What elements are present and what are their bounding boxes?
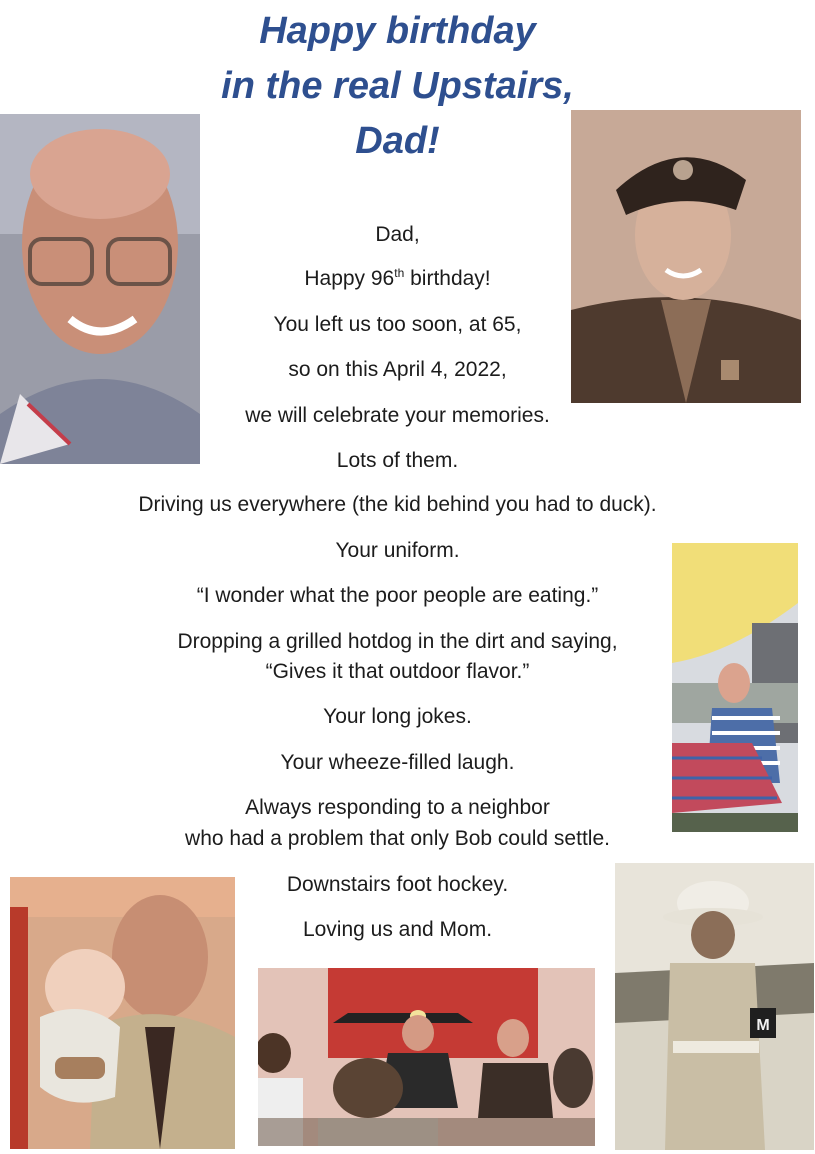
lots-line: Lots of them. [336, 449, 459, 472]
hockey-line: Downstairs foot hockey. [286, 873, 509, 896]
birthday-ordinal: th [394, 266, 405, 280]
title-line-1: Happy birthday [259, 10, 536, 52]
svg-text:M: M [756, 1017, 770, 1034]
neighbor-line-1: Always responding to a neighbor [245, 796, 550, 819]
mp-soldier-photo [615, 863, 814, 1150]
birthday-line [0, 265, 795, 292]
hotdog-line-1: Dropping a grilled hotdog in the dirt and saying, [177, 630, 618, 653]
birthday-line-pre: Happy 96 [304, 267, 395, 290]
driving-line: Driving us everywhere (the kid behind you had to duck). [138, 493, 657, 516]
hotdog-line-2: “Gives it that outdoor flavor.” [265, 660, 530, 683]
this-day-line: so on this April 4, 2022, [288, 358, 507, 381]
card-game-photo [258, 968, 595, 1146]
birthday-line-post: birthday! [404, 267, 491, 290]
uniform-line: Your uniform. [335, 539, 460, 562]
title-line-3: Dad! [355, 120, 440, 162]
loving-line: Loving us and Mom. [302, 918, 493, 941]
laugh-line: Your wheeze-filled laugh. [280, 751, 515, 774]
salutation-line: Dad, [375, 223, 420, 246]
neighbor-line-2: who had a problem that only Bob could settle. [185, 827, 610, 850]
celebrate-line: we will celebrate your memories. [245, 404, 550, 427]
left-soon-line: You left us too soon, at 65, [273, 313, 522, 336]
title-line-2: in the real Upstairs, [221, 65, 574, 107]
jokes-line: Your long jokes. [323, 705, 472, 728]
wonder-line: “I wonder what the poor people are eating.” [196, 584, 599, 607]
